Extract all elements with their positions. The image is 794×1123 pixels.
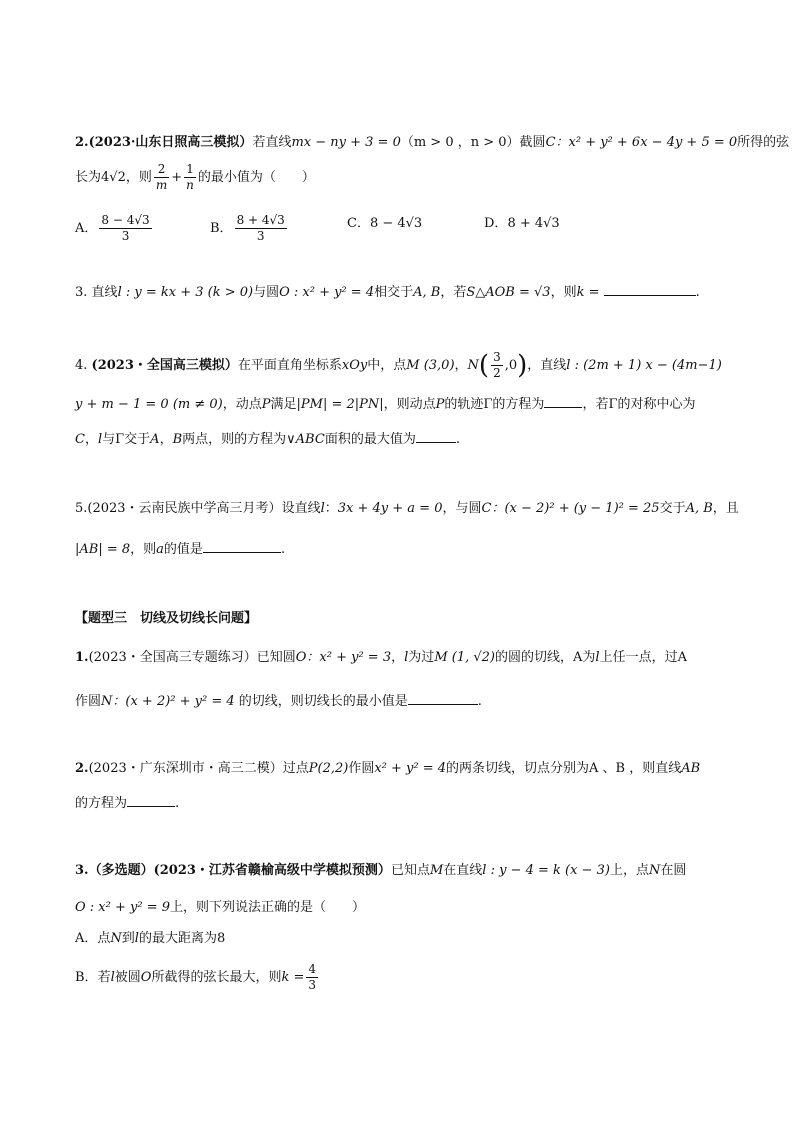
q4-point-a: A bbox=[150, 432, 160, 447]
q4-line-3 bbox=[75, 428, 460, 451]
s3q2-source: (2023・广东深圳市・高三二模） bbox=[88, 761, 283, 776]
option-text: 到 bbox=[121, 931, 135, 946]
q3-line bbox=[75, 281, 700, 304]
s3q1-text: 的切线，则切线长的最小值是 bbox=[234, 694, 408, 709]
option-point-n: N bbox=[110, 931, 122, 946]
q3-line-equation: l : y = kx + 3 (k > 0) bbox=[117, 285, 254, 300]
q4-text: ， bbox=[159, 432, 173, 447]
q5-text: ，与圆 bbox=[442, 501, 482, 516]
q2-option-b bbox=[210, 213, 289, 244]
q4-text: 的轨迹Γ的方程为 bbox=[444, 397, 545, 412]
q5-text: ，且 bbox=[712, 501, 739, 516]
q5-circle-equation: ：(x − 2)² + (y − 1)² = 25 bbox=[491, 501, 660, 516]
q4-text: ， bbox=[84, 432, 98, 447]
q5-text: ： bbox=[324, 501, 338, 516]
s3q2-line-1 bbox=[75, 758, 700, 780]
q5-chord-condition: |AB| = 8 bbox=[75, 542, 131, 557]
q5-answer-blank[interactable] bbox=[203, 538, 281, 553]
q2-text: 截圆 bbox=[519, 135, 546, 150]
q3-answer-blank[interactable] bbox=[604, 281, 696, 296]
q4-text: 两点，则的方程为 bbox=[182, 432, 287, 447]
option-k: k = bbox=[281, 970, 305, 985]
option-label: C． bbox=[347, 216, 370, 231]
s3q1-end: . bbox=[477, 694, 482, 709]
q4-point-n: N bbox=[467, 358, 479, 373]
q4-point-p: P bbox=[435, 397, 445, 412]
s3q2-text: 作圆 bbox=[348, 761, 375, 776]
q2-source: (2023·山东日照高三模拟） bbox=[88, 135, 253, 150]
q2-line-equation: mx − ny + 3 = 0 bbox=[291, 135, 401, 150]
option-fraction: $\frac{8 - 4√3}{3}$ bbox=[101, 213, 150, 243]
s3q2-text: 的两条切线，切点分别为A 、B ，则直线 bbox=[446, 761, 682, 776]
s3q1-circle-o: O bbox=[295, 650, 307, 665]
q2-option-c bbox=[347, 213, 422, 235]
q2-fraction-1: $\frac{2}{m}$ bbox=[155, 162, 168, 192]
s3q1-text: 上任一点，过A bbox=[599, 650, 687, 665]
q4-text: ， bbox=[454, 358, 468, 373]
s3q2-text: 的方程为 bbox=[75, 796, 128, 811]
s3q1-text: 为过 bbox=[408, 650, 435, 665]
q2-text: 若直线 bbox=[252, 135, 292, 150]
q4-answer-blank-2[interactable] bbox=[416, 428, 456, 443]
s3q3-source: (2023・江苏省赣榆高级中学模拟预测） bbox=[153, 863, 391, 878]
option-text: 点 bbox=[97, 931, 111, 946]
q4-coord-system: xOy bbox=[341, 358, 368, 373]
q4-text: 中，点 bbox=[367, 358, 407, 373]
s3q3-text: 在圆 bbox=[660, 863, 687, 878]
q4-text: 与Γ交于 bbox=[102, 432, 151, 447]
q4-n-fraction: $\frac{3}{2}$ bbox=[493, 350, 501, 380]
s3q1-text: ， bbox=[391, 650, 405, 665]
q2-text: 长为 bbox=[75, 170, 102, 185]
s3q3-text: 上，则下列说法正确的是（ ） bbox=[170, 900, 366, 915]
option-value: 8 bbox=[216, 931, 226, 946]
q3-end: . bbox=[695, 285, 700, 300]
q2-text: ，则 bbox=[125, 170, 152, 185]
s3q1-circle-equation: ：x² + y² = 3 bbox=[306, 650, 392, 665]
option-text: 所截得的弦长最大，则 bbox=[151, 970, 282, 985]
q5-line-equation: 3x + 4y + a = 0 bbox=[337, 501, 443, 516]
option-label: A． bbox=[75, 931, 98, 946]
q5-text: 交于 bbox=[659, 501, 686, 516]
q4-line-2 bbox=[75, 393, 695, 416]
q3-text: ，若 bbox=[440, 285, 467, 300]
q4-point-p: P bbox=[261, 397, 271, 412]
q4-n-suffix: ,0 bbox=[504, 358, 518, 373]
s3q1-line-l: l bbox=[404, 650, 409, 665]
s3q1-line-2 bbox=[75, 690, 482, 713]
s3q1-line-l: l bbox=[595, 650, 600, 665]
q5-source: (2023・云南民族中学高三月考） bbox=[87, 501, 282, 516]
q4-text: ，直线 bbox=[527, 358, 567, 373]
s3q3-number: 3. bbox=[75, 863, 89, 878]
q4-text: ，若Γ的对称中心为 bbox=[582, 397, 696, 412]
option-label: B． bbox=[210, 221, 233, 236]
q5-line-2 bbox=[75, 538, 285, 561]
s3q1-point-m: M (1, √2) bbox=[434, 650, 495, 665]
q3-text: 与圆 bbox=[253, 285, 280, 300]
q2-line-1 bbox=[75, 132, 789, 154]
q2-line-2 bbox=[75, 162, 315, 193]
s3q1-circle2-equation: ：(x + 2)² + y² = 4 bbox=[112, 694, 235, 709]
q5-number: 5. bbox=[75, 501, 88, 516]
s3q2-end: . bbox=[175, 796, 180, 811]
q2-option-d bbox=[484, 213, 560, 235]
q5-circle-name: C bbox=[481, 501, 492, 516]
s3q3-point-n: N bbox=[648, 863, 661, 878]
q5-param-a: a bbox=[156, 542, 164, 557]
option-text: 的最大距离为 bbox=[138, 931, 217, 946]
q4-condition: |PM| = 2|PN| bbox=[296, 397, 384, 412]
q2-condition: （m > 0 ，n > 0） bbox=[400, 135, 520, 150]
option-label: A． bbox=[75, 221, 98, 236]
s3q2-line-ab: AB bbox=[681, 761, 701, 776]
q4-line-l: l bbox=[97, 432, 103, 447]
s3q3-tag: （多选题） bbox=[88, 863, 154, 878]
s3q1-source: (2023・全国高三专题练习） bbox=[88, 650, 257, 665]
s3q2-line-2 bbox=[75, 792, 179, 815]
q4-answer-blank-1[interactable] bbox=[544, 393, 582, 408]
s3q3-line-2 bbox=[75, 897, 365, 919]
q4-point-b: B bbox=[172, 432, 183, 447]
s3q3-text: 在直线 bbox=[443, 863, 483, 878]
s3q2-circle-equation: x² + y² = 4 bbox=[374, 761, 447, 776]
q4-number: 4. bbox=[75, 358, 88, 373]
q4-text: 在平面直角坐标系 bbox=[237, 358, 342, 373]
s3q1-text: 已知圆 bbox=[256, 650, 296, 665]
q5-line-1 bbox=[75, 498, 739, 520]
q3-circle-equation: O : x² + y² = 4 bbox=[279, 285, 375, 300]
s3q1-answer-blank[interactable] bbox=[408, 690, 478, 705]
s3q1-circle-n: N bbox=[101, 694, 113, 709]
q5-end: . bbox=[280, 542, 286, 557]
s3q2-number: 2. bbox=[75, 761, 89, 776]
q3-points: A, B bbox=[413, 285, 441, 300]
s3q3-line-1 bbox=[75, 860, 686, 882]
option-label: D． bbox=[484, 216, 508, 231]
s3q1-number: 1. bbox=[75, 650, 89, 665]
q2-option-a bbox=[75, 213, 154, 244]
s3q3-point-m: M bbox=[429, 863, 444, 878]
q2-plus: + bbox=[171, 170, 183, 185]
s3q2-text: 过点 bbox=[282, 761, 309, 776]
option-circle-o: O bbox=[140, 970, 152, 985]
q4-text: ，则动点 bbox=[383, 397, 436, 412]
q3-text: 直线 bbox=[91, 285, 118, 300]
q2-circle-name: C bbox=[545, 135, 556, 150]
option-value: 8 − 4√3 bbox=[369, 216, 423, 231]
s3q3-line-equation: l : y − 4 = k (x − 3) bbox=[482, 863, 610, 878]
section-title: 【题型三 切线及切线长问题】 bbox=[75, 611, 258, 626]
q4-line-equation-cont: y + m − 1 = 0 (m ≠ 0) bbox=[75, 397, 223, 412]
s3q3-option-a bbox=[75, 928, 225, 950]
s3q2-answer-blank[interactable] bbox=[127, 792, 175, 807]
q4-line-equation: l : (2m + 1) x − (4m−1) bbox=[566, 358, 722, 373]
q2-number: 2. bbox=[75, 135, 89, 150]
s3q1-line-1 bbox=[75, 647, 687, 669]
q5-points: A, B bbox=[685, 501, 713, 516]
s3q1-text: 的圆的切线，A为 bbox=[495, 650, 596, 665]
q5-line-l: l bbox=[320, 501, 325, 516]
q5-text: 设直线 bbox=[281, 501, 321, 516]
q2-chord-length: 4√2 bbox=[101, 170, 126, 185]
q3-k: k = bbox=[576, 285, 600, 300]
option-label: B． bbox=[75, 970, 98, 985]
option-value: 8 + 4√3 bbox=[507, 216, 560, 231]
option-fraction: $\frac{8 + 4√3}{3}$ bbox=[236, 213, 285, 243]
q4-point-c: C bbox=[75, 432, 85, 447]
q4-end: . bbox=[455, 432, 460, 447]
q4-text: 满足 bbox=[270, 397, 297, 412]
q3-text: ，则 bbox=[550, 285, 577, 300]
option-line-l: l bbox=[134, 931, 139, 946]
q3-number: 3. bbox=[75, 285, 88, 300]
q4-triangle: ∨ABC bbox=[286, 432, 325, 447]
q4-line-1: 4. (2023・全国高三模拟）在平面直角坐标系xOy中，点M (3,0)，N( $\frac{3}{2}$ ,0)，直线l : (2m + 1) x − (4m−1) bbox=[75, 350, 722, 381]
option-text: 被圆 bbox=[114, 970, 141, 985]
q2-text: 的最小值为（ ） bbox=[197, 170, 315, 185]
q4-point-m: M (3,0) bbox=[406, 358, 455, 373]
q2-circle-equation: ：x² + y² + 6x − 4y + 5 = 0 bbox=[555, 135, 738, 150]
s3q3-option-b bbox=[75, 962, 320, 993]
q4-text: 面积的最大值为 bbox=[324, 432, 416, 447]
s3q3-circle-equation: O : x² + y² = 9 bbox=[75, 900, 170, 915]
option-line-l: l bbox=[110, 970, 115, 985]
s3q3-text: 已知点 bbox=[390, 863, 430, 878]
s3q3-text: 上，点 bbox=[609, 863, 649, 878]
q4-text: ，动点 bbox=[222, 397, 262, 412]
q2-text: 所得的弦 bbox=[737, 135, 790, 150]
option-text: 若 bbox=[97, 970, 111, 985]
q4-source: (2023・全国高三模拟） bbox=[91, 358, 238, 373]
s3q1-text: 作圆 bbox=[75, 694, 102, 709]
q3-text: 相交于 bbox=[374, 285, 414, 300]
q2-fraction-2: $\frac{1}{n}$ bbox=[186, 162, 194, 192]
q5-text: 的值是 bbox=[163, 542, 203, 557]
s3q2-point-p: P(2,2) bbox=[308, 761, 349, 776]
q5-text: ，则 bbox=[130, 542, 157, 557]
q3-area: S△AOB = √3 bbox=[466, 285, 551, 300]
option-fraction: $\frac{4}{3}$ bbox=[308, 962, 316, 992]
